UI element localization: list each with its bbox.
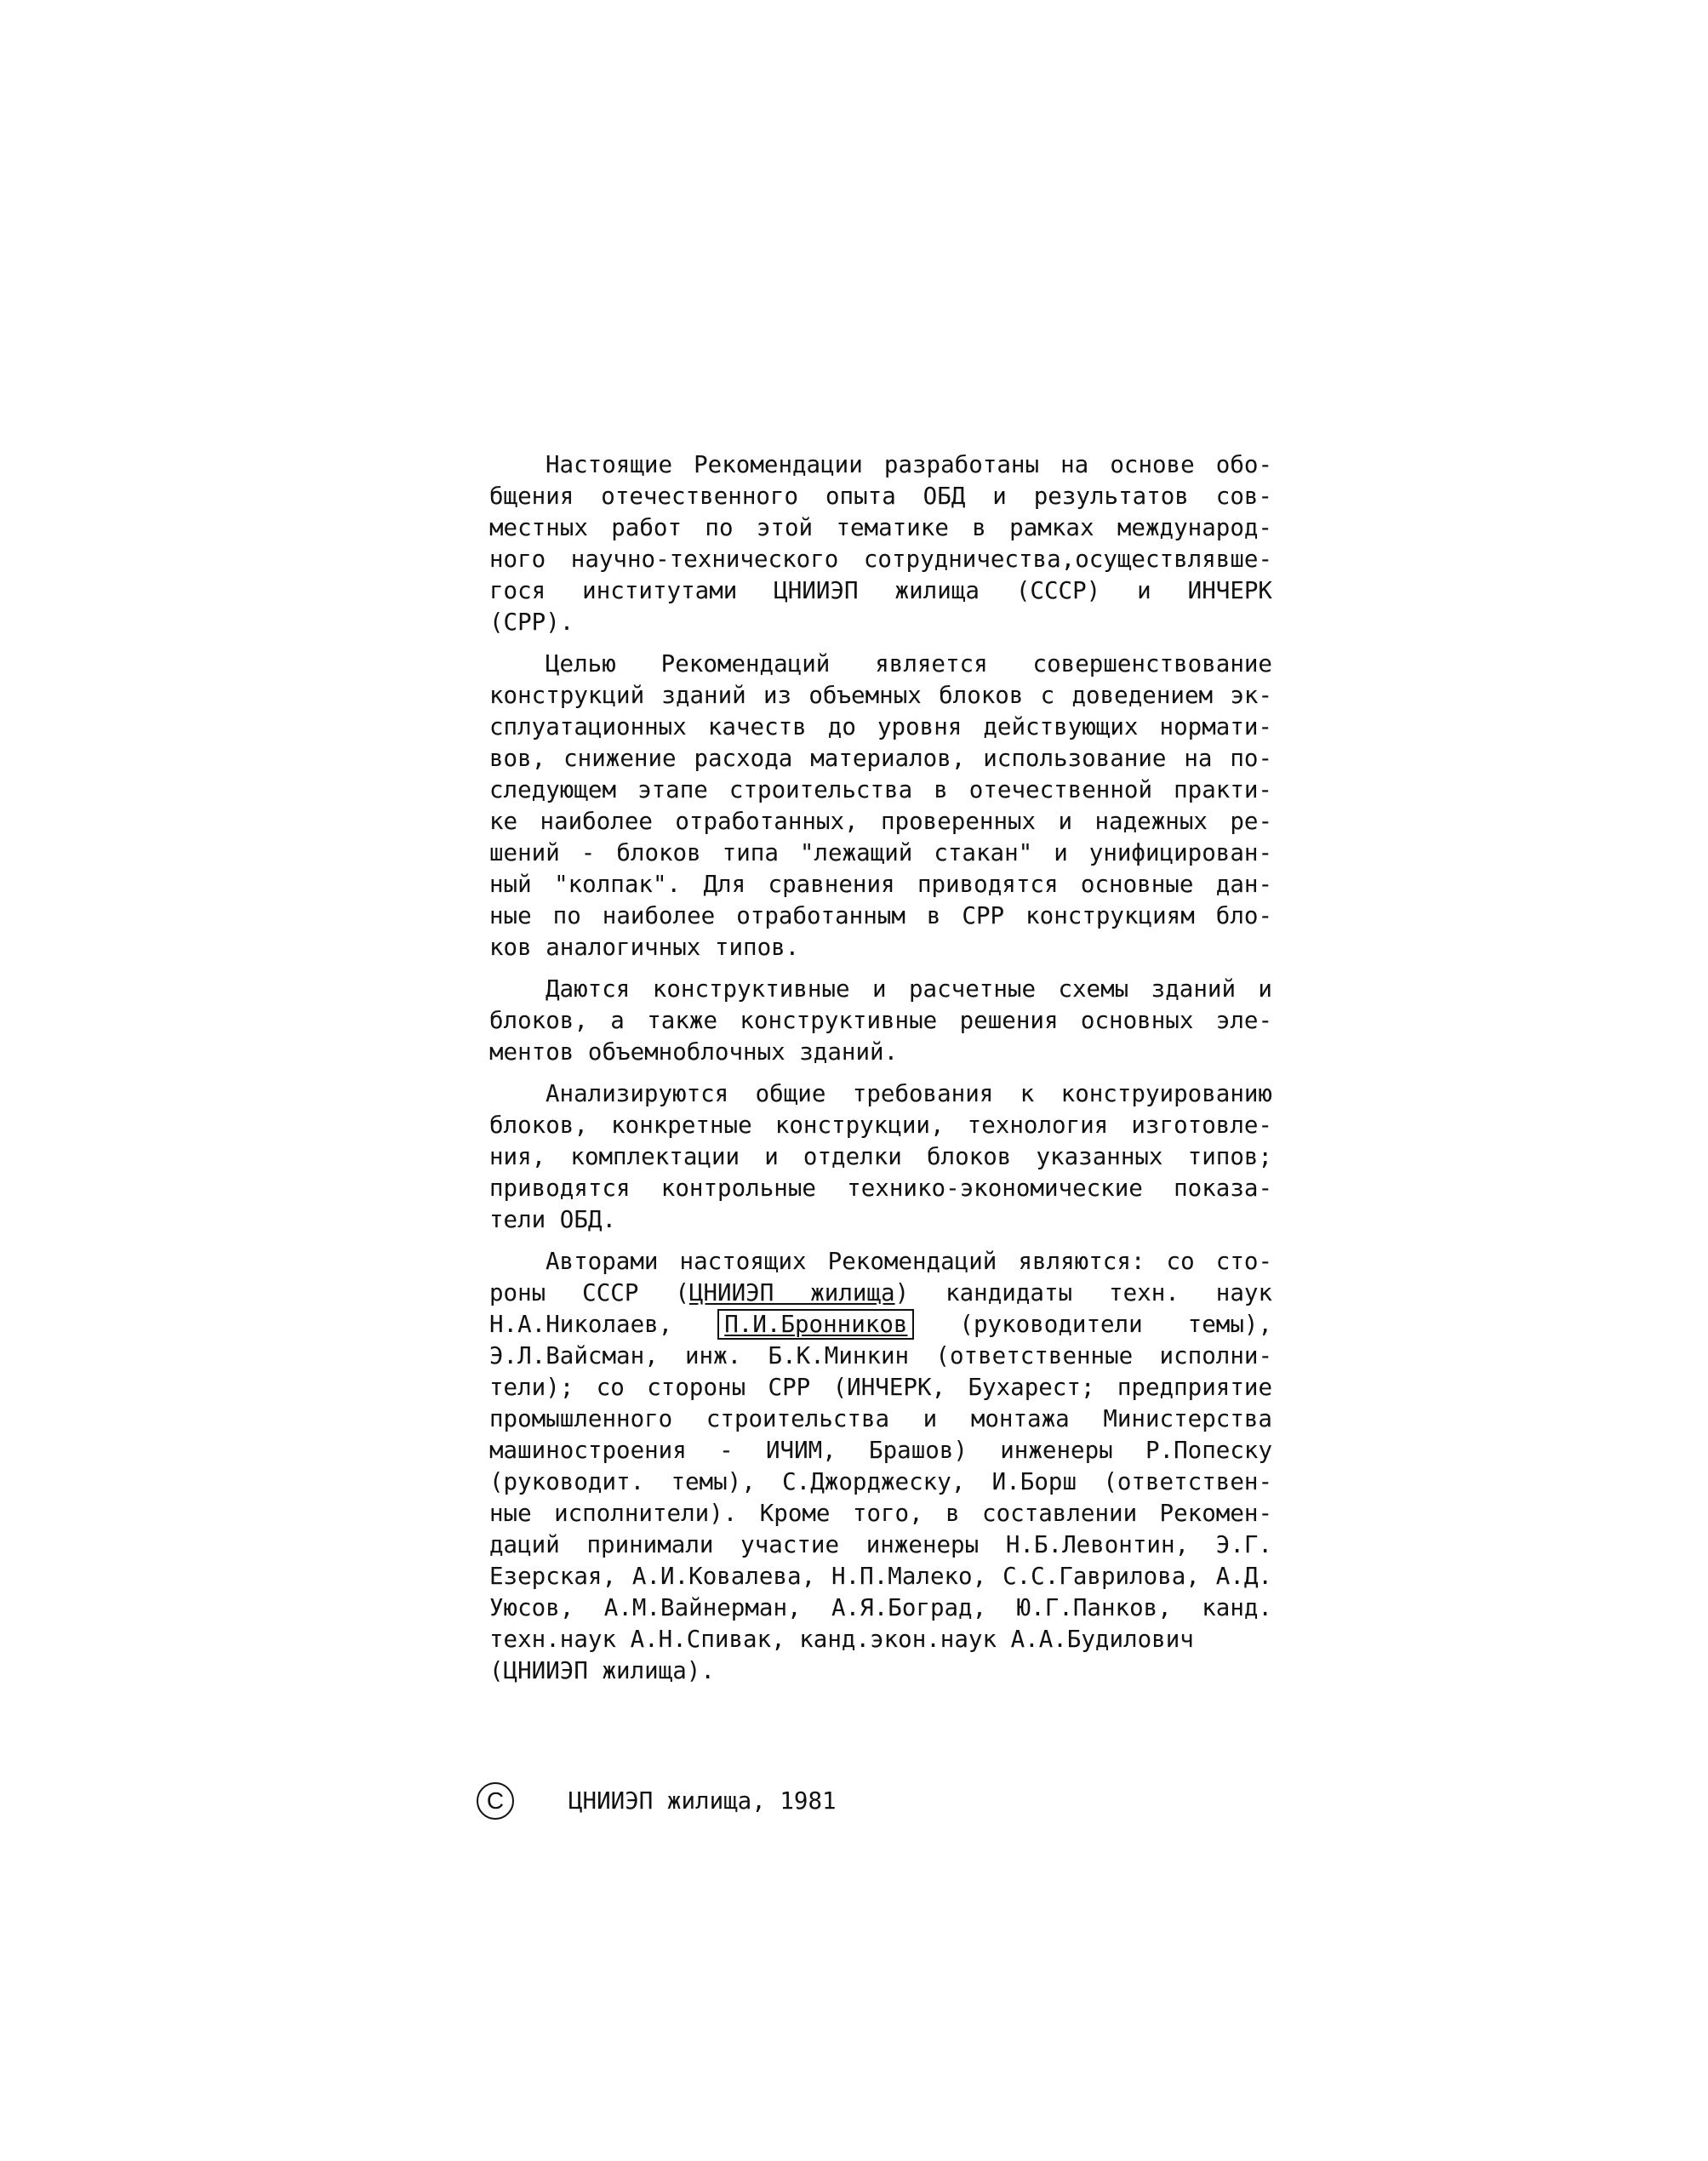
- text-line: Уюсов, А.М.Вайнерман, А.Я.Боград, Ю.Г.Панков, канд.: [489, 1594, 1272, 1621]
- text-line: ные исполнители). Кроме того, в составлении Рекомен-: [489, 1500, 1272, 1527]
- text-line: ные по наиболее отработанным в СРР конструкциям бло-: [489, 902, 1272, 929]
- copyright-text: ЦНИИЭП жилища, 1981: [568, 1787, 837, 1815]
- text-line: машиностроения - ИЧИМ, Брашов) инженеры Р.Попеску: [489, 1437, 1272, 1464]
- text-line: промышленного строительства и монтажа Министерства: [489, 1405, 1272, 1432]
- text-line: [489, 1278, 1272, 1309]
- copyright-footer: [477, 1777, 837, 1825]
- text-line: следующем этапе строительства в отечественной практи-: [489, 776, 1272, 803]
- text-line: ния, комплектации и отделки блоков указанных типов;: [489, 1143, 1272, 1170]
- text-line: вов, снижение расхода материалов, использование на по-: [489, 745, 1272, 772]
- text-line: конструкций зданий из объемных блоков с доведением эк-: [489, 682, 1272, 709]
- text-line: местных работ по этой тематике в рамках международ-: [489, 514, 1272, 541]
- text-line: техн.наук А.Н.Спивак, канд.экон.наук А.А.Будилович: [489, 1626, 1194, 1653]
- paragraph-3: [489, 974, 1272, 1068]
- text-line: сплуатационных качеств до уровня действующих нормати-: [489, 713, 1272, 740]
- copyright-icon: C: [477, 1782, 514, 1820]
- text-fragment: (руководители темы),: [914, 1311, 1272, 1338]
- text-line: Анализируются общие требования к конструированию: [546, 1080, 1272, 1107]
- paragraph-4: [489, 1078, 1272, 1236]
- text-line: Целью Рекомендаций является совершенствование: [546, 650, 1272, 677]
- text-line: шений - блоков типа "лежащий стакан" и унифицирован-: [489, 839, 1272, 866]
- text-line: ков аналогичных типов.: [489, 934, 800, 961]
- text-fragment: роны СССР (: [489, 1279, 689, 1306]
- text-line: приводятся контрольные технико-экономические показа-: [489, 1175, 1272, 1202]
- text-line: Езерская, А.И.Ковалева, Н.П.Малеко, С.С.Гаврилова, А.Д.: [489, 1563, 1272, 1590]
- text-line: Авторами настоящих Рекомендаций являются: со сто-: [546, 1248, 1272, 1275]
- text-line: ного научно-технического сотрудничества,осуществлявше-: [489, 546, 1272, 573]
- text-line: ке наиболее отработанных, проверенных и надежных ре-: [489, 808, 1272, 835]
- text-line: [489, 1309, 1272, 1341]
- text-line: даций принимали участие инженеры Н.Б.Левонтин, Э.Г.: [489, 1531, 1272, 1558]
- text-line: тели); со стороны СРР (ИНЧЕРК, Бухарест; предприятие: [489, 1374, 1272, 1401]
- underlined-institute: ЦНИИЭП жилища: [688, 1279, 895, 1306]
- boxed-author-name: П.И.Бронников: [717, 1309, 914, 1340]
- text-line: Даются конструктивные и расчетные схемы зданий и: [546, 975, 1272, 1003]
- text-line: гося институтами ЦНИИЭП жилища (СССР) и ИНЧЕРК: [489, 577, 1272, 604]
- text-fragment: ) кандидаты техн. наук: [894, 1279, 1272, 1306]
- text-line: ментов объемноблочных зданий.: [489, 1038, 899, 1066]
- text-line: (СРР).: [489, 609, 574, 636]
- text-line: Настоящие Рекомендации разработаны на основе обо-: [546, 451, 1272, 478]
- paragraph-1: [489, 449, 1272, 638]
- text-line: тели ОБД.: [489, 1206, 617, 1233]
- text-line: Э.Л.Вайсман, инж. Б.К.Минкин (ответственные исполни-: [489, 1342, 1272, 1369]
- text-line: блоков, конкретные конструкции, технология изготовле-: [489, 1112, 1272, 1139]
- text-fragment: Н.А.Николаев,: [489, 1311, 718, 1338]
- text-line: блоков, а также конструктивные решения основных эле-: [489, 1007, 1272, 1034]
- paragraph-2: [489, 649, 1272, 963]
- text-line: бщения отечественного опыта ОБД и результатов сов-: [489, 483, 1272, 510]
- paragraph-authors: [489, 1246, 1272, 1687]
- text-line: ный "колпак". Для сравнения приводятся основные дан-: [489, 871, 1272, 898]
- text-line: (руководит. темы), С.Джорджеску, И.Борш (ответствен-: [489, 1468, 1272, 1495]
- text-line: (ЦНИИЭП жилища).: [489, 1657, 715, 1684]
- recommendations-text: [489, 449, 1272, 1687]
